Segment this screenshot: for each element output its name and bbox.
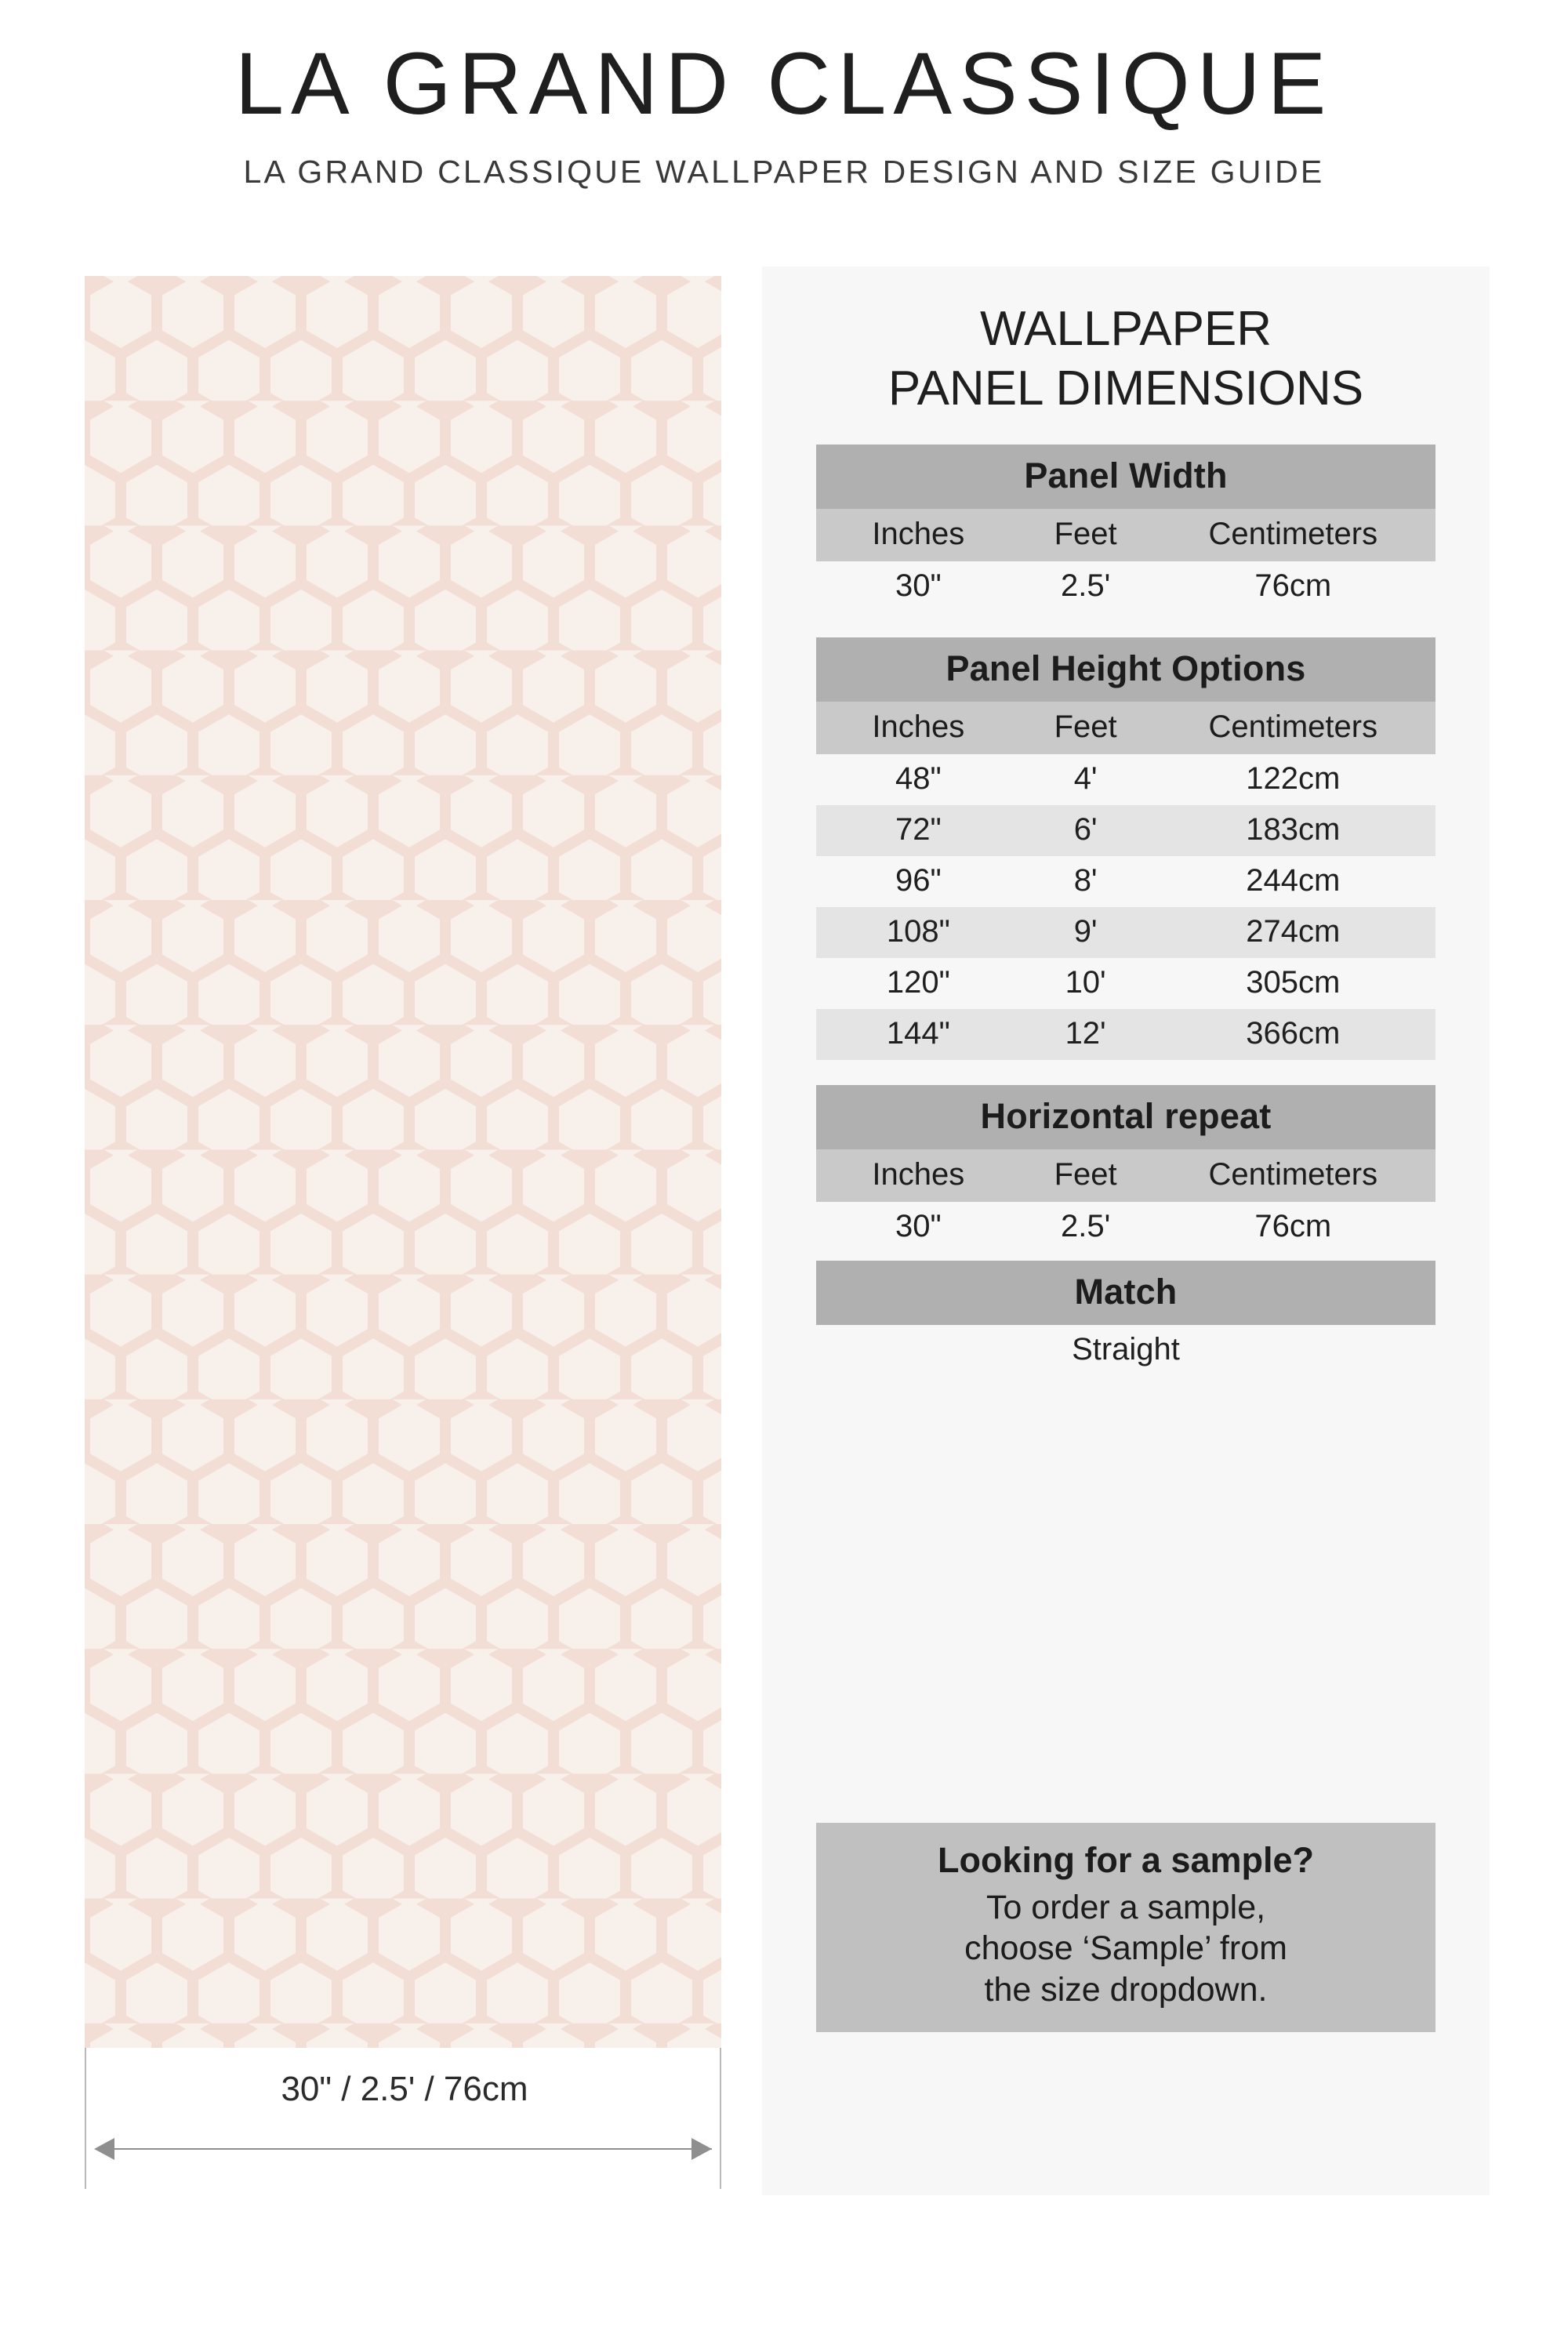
panel-height-0-feet: 4' [1021,754,1151,805]
arrow-right-icon [691,2138,712,2160]
wallpaper-swatch-column [85,276,721,2189]
column-header-inches: Inches [816,509,1021,561]
panel-width-centimeters: 76cm [1151,561,1436,612]
panel-width-inches: 30" [816,561,1021,612]
panel-heading-line2: PANEL DIMENSIONS [887,361,1364,416]
sample-text-line3: the size dropdown. [984,1970,1268,2009]
panel-height-2-feet: 8' [1021,856,1151,907]
column-header-inches: Inches [816,1149,1021,1202]
page-title: LA GRAND CLASSIQUE [234,34,1334,132]
table-column-header-row [816,702,1436,754]
dimension-tables [816,445,1436,1376]
arrow-left-icon [94,2138,114,2160]
column-header-centimeters: Centimeters [1151,1149,1436,1202]
column-header-centimeters: Centimeters [1151,509,1436,561]
table-row [816,805,1436,856]
match-section-title: Match [816,1261,1436,1325]
match-table [816,1261,1436,1376]
match-value: Straight [816,1325,1436,1376]
column-header-feet: Feet [1021,1149,1151,1202]
table-row [816,856,1436,907]
horizontal-repeat-section-title: Horizontal repeat [816,1085,1436,1149]
dimension-arrow-line [97,2148,712,2150]
table-column-header-row [816,1149,1436,1202]
panel-width-table [816,445,1436,612]
sample-text-line2: choose ‘Sample’ from [964,1929,1287,1968]
panel-heading [762,267,1490,418]
swatch-width-label: 30" / 2.5' / 76cm [281,2070,528,2108]
panel-height-1-centimeters: 183cm [1151,805,1436,856]
dimensions-panel [762,267,1490,2195]
column-header-centimeters: Centimeters [1151,702,1436,754]
table-row [816,561,1436,612]
table-section-header-row [816,1261,1436,1325]
panel-height-3-feet: 9' [1021,907,1151,958]
panel-height-2-inches: 96" [816,856,1021,907]
panel-height-1-feet: 6' [1021,805,1151,856]
table-row [816,907,1436,958]
panel-height-section-title: Panel Height Options [816,637,1436,702]
table-row [816,1009,1436,1060]
sample-text [816,1887,1436,2010]
table-column-header-row [816,509,1436,561]
table-row [816,754,1436,805]
sample-info-box [816,1823,1436,2032]
horizontal-repeat-inches: 30" [816,1202,1021,1253]
panel-height-5-centimeters: 366cm [1151,1009,1436,1060]
panel-height-0-inches: 48" [816,754,1021,805]
table-section-header-row [816,637,1436,702]
panel-height-3-inches: 108" [816,907,1021,958]
panel-width-section-title: Panel Width [816,445,1436,509]
main-content [0,267,1568,2352]
page-header [0,0,1568,191]
panel-height-2-centimeters: 244cm [1151,856,1436,907]
table-row [816,1325,1436,1376]
wallpaper-swatch [85,276,721,2048]
panel-height-4-feet: 10' [1021,958,1151,1009]
panel-height-table [816,637,1436,1060]
panel-height-4-centimeters: 305cm [1151,958,1436,1009]
panel-height-0-centimeters: 122cm [1151,754,1436,805]
page-subtitle: LA GRAND CLASSIQUE WALLPAPER DESIGN AND SIZE GUIDE [243,153,1325,190]
horizontal-repeat-table [816,1085,1436,1253]
swatch-width-callout [85,2048,721,2189]
column-header-feet: Feet [1021,509,1151,561]
panel-width-feet: 2.5' [1021,561,1151,612]
table-section-header-row [816,1085,1436,1149]
table-row [816,1202,1436,1253]
panel-height-1-inches: 72" [816,805,1021,856]
panel-height-5-feet: 12' [1021,1009,1151,1060]
horizontal-repeat-centimeters: 76cm [1151,1202,1436,1253]
panel-heading-line1: WALLPAPER [979,302,1272,356]
honeycomb-hexagon-pattern-icon [85,276,721,2048]
column-header-feet: Feet [1021,702,1151,754]
panel-height-4-inches: 120" [816,958,1021,1009]
column-header-inches: Inches [816,702,1021,754]
table-row [816,958,1436,1009]
horizontal-repeat-feet: 2.5' [1021,1202,1151,1253]
sample-title: Looking for a sample? [937,1840,1315,1880]
panel-height-3-centimeters: 274cm [1151,907,1436,958]
table-section-header-row [816,445,1436,509]
panel-height-5-inches: 144" [816,1009,1021,1060]
sample-text-line1: To order a sample, [985,1889,1266,1926]
